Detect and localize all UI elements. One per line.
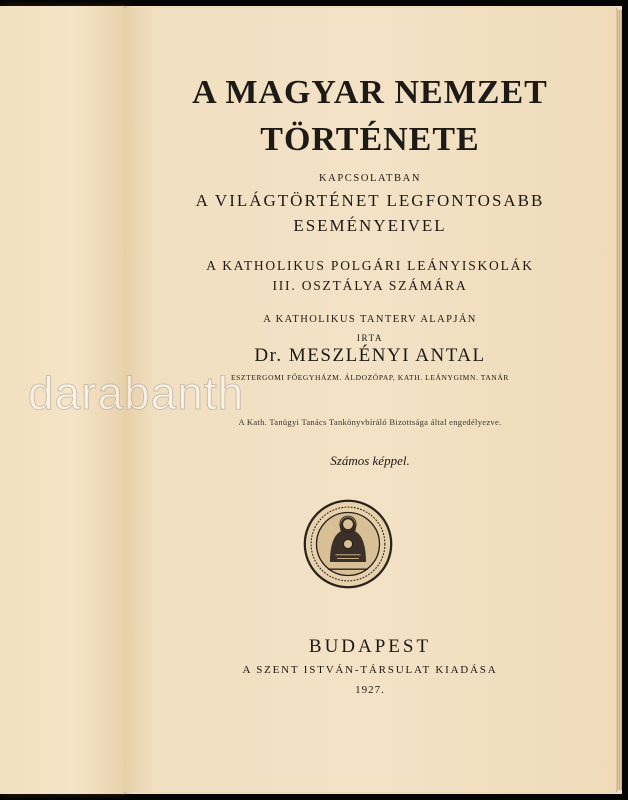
title-line-2: TÖRTÉNETE xyxy=(260,121,480,158)
author-name: Dr. MESZLÉNYI ANTAL xyxy=(254,345,486,366)
irta-text: IRTA xyxy=(356,333,384,343)
approval-note: A Kath. Tanügyi Tanács Tankönyvbíráló Bizottsága által engedélyezve. xyxy=(238,417,502,427)
audience-line-2: III. OSZTÁLYA SZÁMÁRA xyxy=(272,278,468,293)
publisher: A SZENT ISTVÁN-TÁRSULAT KIADÁSA xyxy=(242,664,498,676)
publication-city: BUDAPEST xyxy=(308,636,432,657)
author-title: ESZTERGOMI FŐEGYHÁZM. ÁLDOZÓPAP, KATH. LEÁNYGIMN. TANÁR xyxy=(230,373,510,382)
watermark: darabanth xyxy=(28,367,245,419)
subtitle-line-2: ESEMÉNYEIVEL xyxy=(293,216,447,235)
publication-year: 1927. xyxy=(355,684,385,696)
audience-line-1: A KATHOLIKUS POLGÁRI LEÁNYISKOLÁK xyxy=(206,258,534,273)
illustrations-note: Számos képpel. xyxy=(330,453,410,468)
title-line-1: A MAGYAR NEMZET xyxy=(192,74,548,111)
madonna-seal-icon xyxy=(303,499,393,589)
kapcsolatban-text: KAPCSOLATBAN xyxy=(318,173,422,184)
curriculum-text: A KATHOLIKUS TANTERV ALAPJÁN xyxy=(263,314,477,325)
subtitle-line-1: A VILÁGTÖRTÉNET LEGFONTOSABB xyxy=(195,191,545,210)
